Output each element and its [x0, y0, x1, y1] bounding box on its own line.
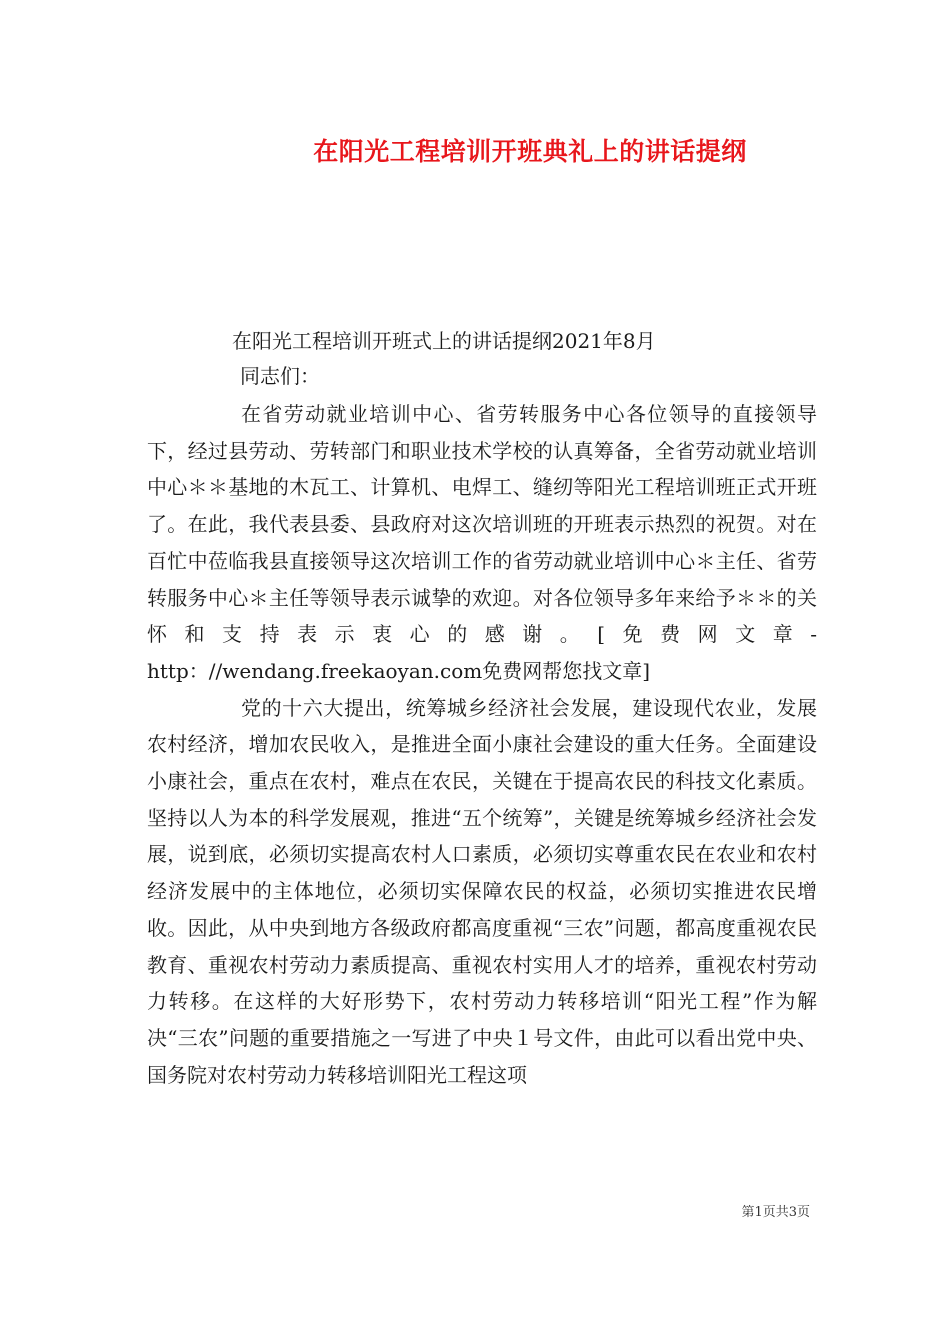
paragraph-1: 在省劳动就业培训中心、省劳转服务中心各位领导的直接领导下，经过县劳动、劳转部门和职业技术学校的认真筹备，全省劳动就业培训中心＊＊基地的木瓦工、计算机、电焊工、缝纫等阳光工程培训班正式开班了。在此，我代表县委、县政府对这次培训班的开班表示热烈的祝贺。对在百忙中莅临我县直接领导这次培训工作的省劳动就业培训中心＊主任、省劳转服务中心＊主任等领导表示诚挚的欢迎。对各位领导多年来给予＊＊的关怀和支持表示衷心的感谢。[免费网文章-http：//wendang.freekaoyan.com免费网帮您找文章] [147, 402, 817, 683]
document-subtitle: 在阳光工程培训开班式上的讲话提纲2021年8月 [232, 329, 656, 353]
document-body [147, 396, 817, 1093]
page-title: 在阳光工程培训开班典礼上的讲话提纲 [313, 137, 747, 166]
paragraph-2: 党的十六大提出，统筹城乡经济社会发展，建设现代农业，发展农村经济，增加农民收入，是推进全面小康社会建设的重大任务。全面建设小康社会，重点在农村，难点在农民，关键在于提高农民的科技文化素质。坚持以人为本的科学发展观，推进“五个统筹”，关键是统筹城乡经济社会发展，说到底，必须切实提高农村人口素质，必须切实尊重农民在农业和农村经济发展中的主体地位，必须切实保障农民的权益，必须切实推进农民增收。因此，从中央到地方各级政府都高度重视“三农”问题，都高度重视农民教育、重视农村劳动力素质提高、重视农村实用人才的培养，重视农村劳动力转移。在这样的大好形势下，农村劳动力转移培训“阳光工程”作为解决“三农”问题的重要措施之一写进了中央１号文件，由此可以看出党中央、国务院对农村劳动力转移培训阳光工程这项 [147, 695, 817, 1087]
salutation: 同志们： [240, 364, 320, 388]
page-number: 第1页共3页 [741, 1205, 810, 1220]
